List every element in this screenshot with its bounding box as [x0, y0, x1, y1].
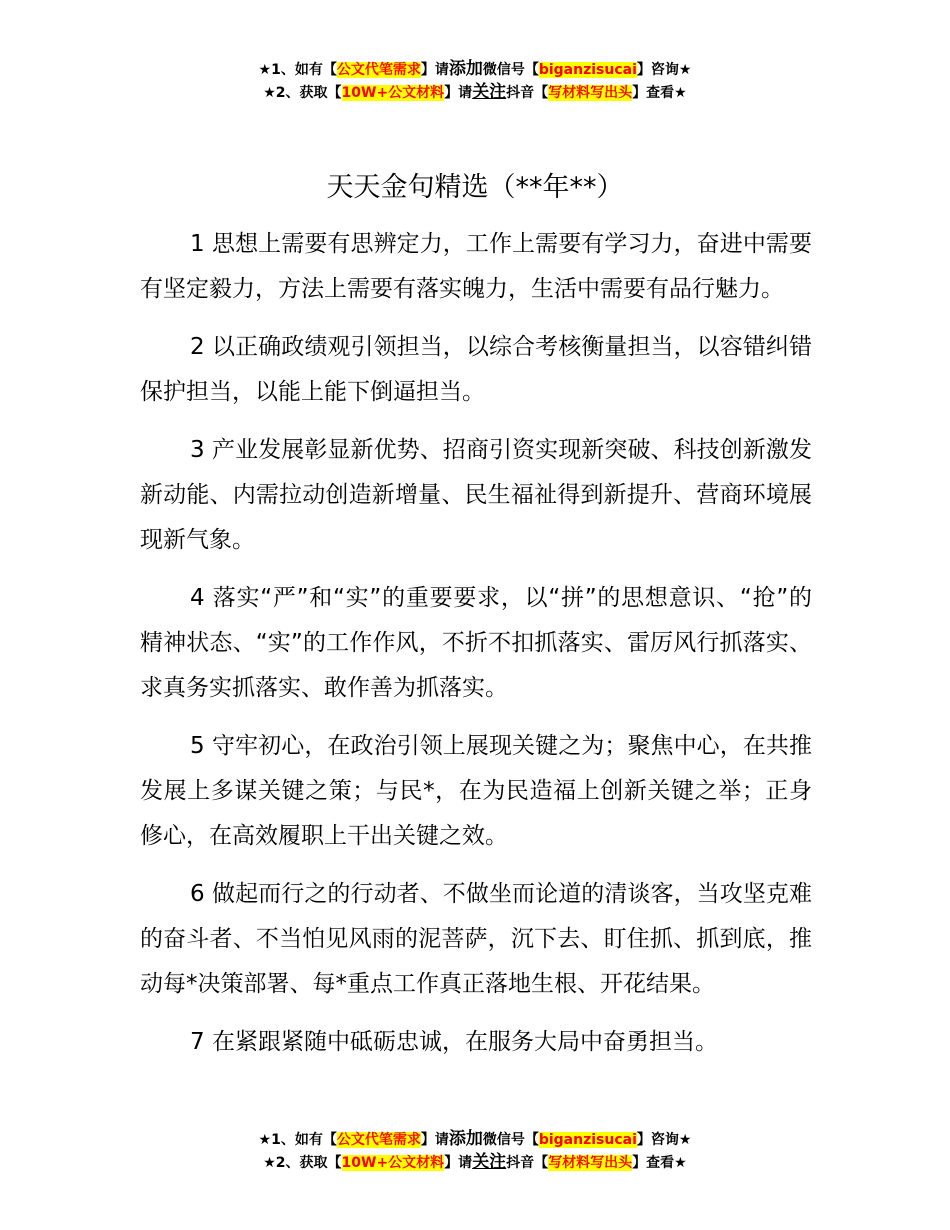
paragraph-2: 2 以正确政绩观引领担当，以综合考核衡量担当，以容错纠错保护担当，以能上能下倒逼担当。: [140, 334, 812, 405]
paragraph-7: 7 在紧跟紧随中砥砺忠诚，在服务大局中奋勇担当。: [190, 1029, 718, 1055]
document-title: 天天金句精选（**年**）: [326, 172, 624, 203]
banner-line-1: ★1、如有【公文代笔需求】请添加微信号【biganzisucai】咨询★: [258, 59, 692, 79]
douyin-account-highlight: 写材料写出头: [548, 1155, 633, 1171]
document-body: [140, 222, 812, 1078]
wechat-id-highlight: biganzisucai: [538, 1132, 637, 1148]
douyin-account-highlight: 写材料写出头: [548, 85, 633, 101]
paragraph-6: 6 做起而行之的行动者、不做坐而论道的清谈客，当攻坚克难的奋斗者、不当怕见风雨的泥菩萨，沉下去、盯住抓、抓到底，推动每*决策部署、每*重点工作真正落地生根、开花结果。: [140, 881, 812, 997]
paragraph-4: 4 落实“严”和“实”的重要要求，以“拼”的思想意识、“抢”的精神状态、“实”的工作作风，不折不扣抓落实、雷厉风行抓落实、求真务实抓落实、敢作善为抓落实。: [140, 585, 812, 701]
paragraph-3: 3 产业发展彰显新优势、招商引资实现新突破、科技创新激发新动能、内需拉动创造新增量、民生福祉得到新提升、营商环境展现新气象。: [140, 437, 812, 553]
ghostwriting-highlight: 公文代笔需求: [336, 1132, 421, 1148]
banner-line-2: ★2、获取【10W+公文材料】请关注抖音【写材料写出头】查看★: [263, 1152, 687, 1172]
banner-line-2: ★2、获取【10W+公文材料】请关注抖音【写材料写出头】查看★: [263, 82, 687, 102]
paragraph-1: 1 思想上需要有思辨定力，工作上需要有学习力，奋进中需要有坚定毅力，方法上需要有落实魄力，生活中需要有品行魅力。: [140, 231, 812, 302]
footer-banner: [0, 1128, 950, 1174]
wechat-id-highlight: biganzisucai: [538, 62, 637, 78]
header-banner: [0, 58, 950, 104]
ghostwriting-highlight: 公文代笔需求: [336, 62, 421, 78]
paragraph-5: 5 守牢初心，在政治引领上展现关键之为；聚焦中心，在共推发展上多谋关键之策；与民*，在为民造福上创新关键之举；正身修心，在高效履职上干出关键之效。: [140, 733, 812, 849]
banner-line-1: ★1、如有【公文代笔需求】请添加微信号【biganzisucai】咨询★: [258, 1129, 692, 1149]
materials-highlight: 10W+公文材料: [341, 1155, 445, 1171]
materials-highlight: 10W+公文材料: [341, 85, 445, 101]
